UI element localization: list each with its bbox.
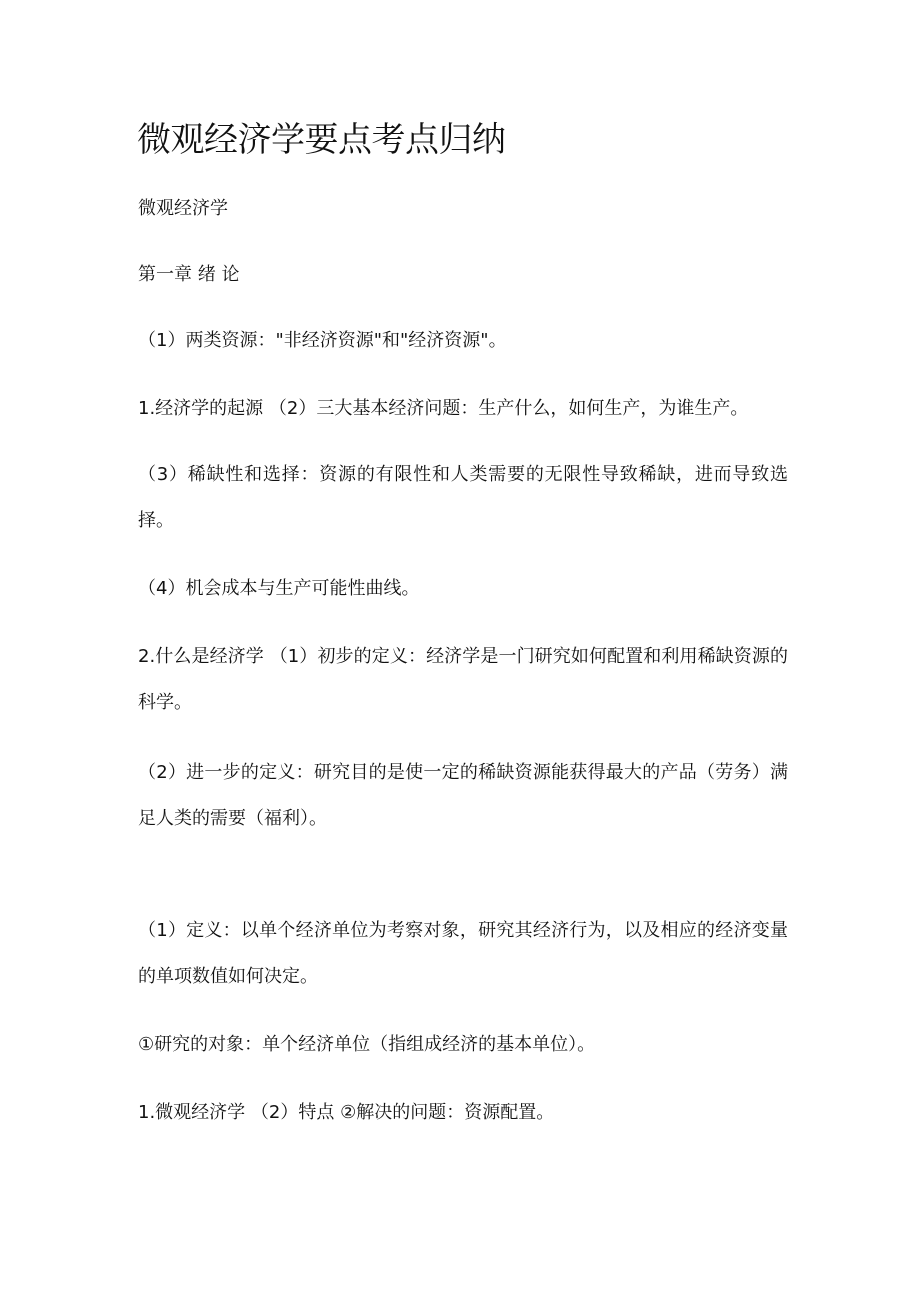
paragraph-further-definition: （2）进一步的定义：研究目的是使一定的稀缺资源能获得最大的产品（劳务）满足人类的需要（福利）。 [138, 762, 788, 829]
paragraph-research-object: ①研究的对象：单个经济单位（指组成经济的基本单位）。 [138, 1034, 596, 1055]
paragraph-micro-features: 1.微观经济学 （2）特点 ②解决的问题：资源配置。 [138, 1102, 555, 1123]
paragraph-opportunity-cost: （4）机会成本与生产可能性曲线。 [138, 578, 420, 599]
document-title: 微观经济学要点考点归纳 [137, 120, 506, 160]
paragraph-what-is-economics: 2.什么是经济学 （1）初步的定义：经济学是一门研究如何配置和利用稀缺资源的科学。 [138, 646, 788, 713]
chapter-heading: 第一章 绪 论 [138, 264, 240, 285]
document-subtitle: 微观经济学 [138, 198, 228, 219]
paragraph-scarcity-choice: （3）稀缺性和选择：资源的有限性和人类需要的无限性导致稀缺，进而导致选择。 [138, 464, 788, 531]
paragraph-resources: （1）两类资源："非经济资源"和"经济资源"。 [138, 330, 507, 351]
paragraph-origin-economics: 1.经济学的起源 （2）三大基本经济问题：生产什么，如何生产，为谁生产。 [138, 398, 749, 419]
paragraph-micro-definition: （1）定义：以单个经济单位为考察对象，研究其经济行为，以及相应的经济变量的单项数值如何决定。 [138, 920, 788, 987]
